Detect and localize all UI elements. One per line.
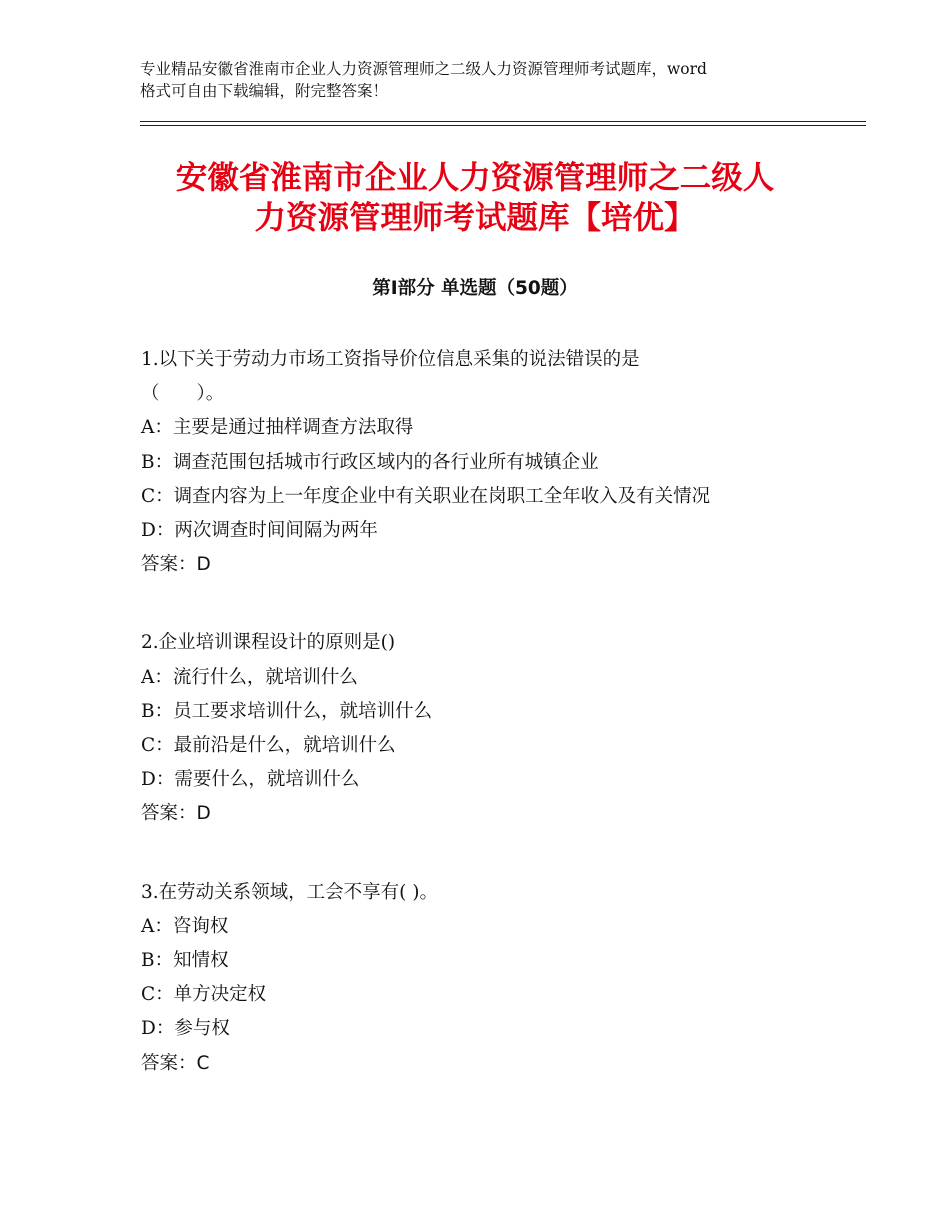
document-title-line-2: 力资源管理师考试题库【培优】 [254, 200, 696, 236]
header-note [140, 58, 840, 102]
option-b: B：员工要求培训什么，就培训什么 [141, 700, 433, 722]
option-c: C：单方决定权 [141, 984, 267, 1006]
option-a: A：主要是通过抽样调查方法取得 [141, 417, 414, 439]
option-b: B：知情权 [141, 950, 229, 972]
header-divider-thin [140, 121, 866, 122]
question-list [141, 343, 821, 1125]
option-c: C：最前沿是什么，就培训什么 [141, 735, 396, 757]
option-c: C：调查内容为上一年度企业中有关职业在岗职工全年收入及有关情况 [141, 485, 711, 507]
question-stem: 1.以下关于劳动力市场工资指导价位信息采集的说法错误的是 [141, 349, 640, 370]
document-title [120, 158, 830, 238]
header-note-line-1: 专业精品安徽省淮南市企业人力资源管理师之二级人力资源管理师考试题库，word [140, 60, 707, 78]
option-a: A：流行什么，就培训什么 [141, 666, 358, 688]
header-divider-thick [140, 125, 866, 126]
option-d: D：需要什么，就培训什么 [141, 769, 360, 791]
option-d: D：两次调查时间间隔为两年 [141, 520, 378, 542]
question-1 [141, 343, 821, 582]
question-stem-continuation: （ ）。 [141, 383, 225, 405]
answer-text: 答案：D [141, 554, 211, 576]
option-a: A：咨询权 [141, 915, 229, 937]
header-note-line-2: 格式可自由下载编辑，附完整答案！ [140, 82, 389, 100]
option-b: B：调查范围包括城市行政区域内的各行业所有城镇企业 [141, 451, 599, 473]
question-3 [141, 876, 821, 1081]
question-stem: 3.在劳动关系领域，工会不享有( )。 [141, 881, 438, 903]
answer-text: 答案：C [141, 1052, 210, 1074]
question-2 [141, 626, 821, 831]
section-heading: 第Ⅰ部分 单选题（50题） [372, 278, 578, 299]
question-stem: 2.企业培训课程设计的原则是() [141, 632, 396, 654]
option-d: D：参与权 [141, 1018, 230, 1040]
answer-text: 答案：D [141, 803, 211, 825]
document-title-line-1: 安徽省淮南市企业人力资源管理师之二级人 [175, 160, 775, 196]
